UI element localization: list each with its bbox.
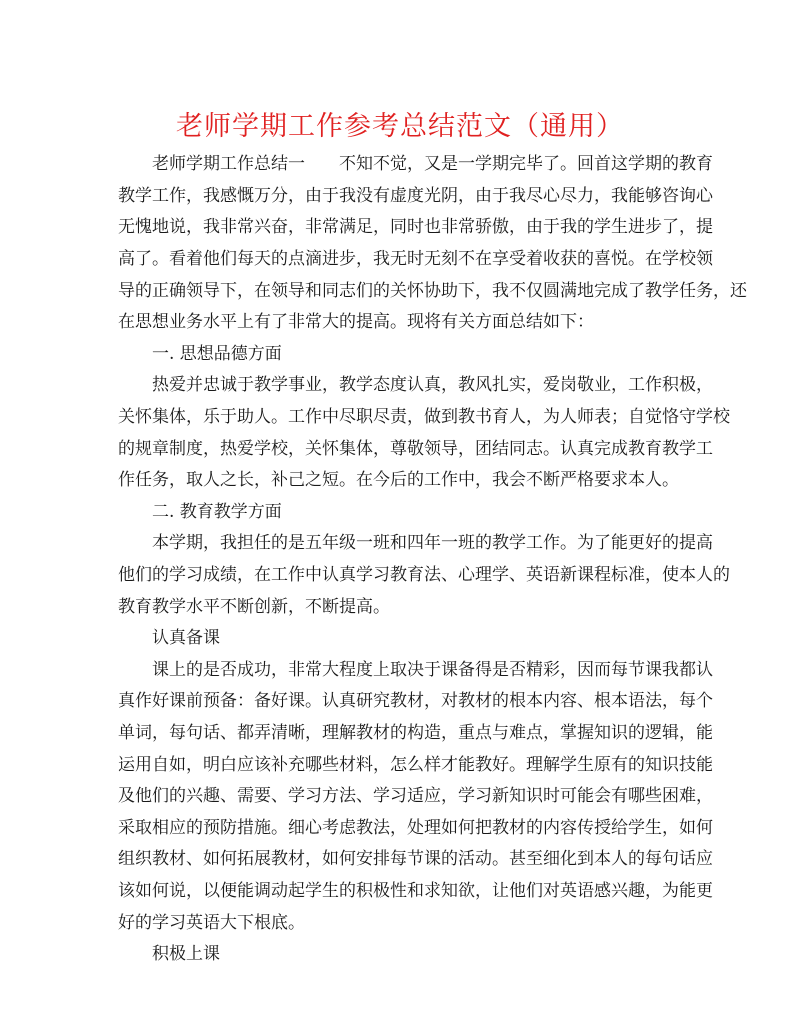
document-title: 老师学期工作参考总结范文（通用） — [176, 111, 624, 142]
paragraph-line: 导的正确领导下，在领导和同志们的关怀协助下，我不仅圆满地完成了教学任务，还 — [118, 281, 747, 301]
intro-text: 不知不觉，又是一学期完毕了。回首这学期的教育 — [339, 154, 713, 174]
paragraph-line: 教育教学水平不断创新，不断提高。 — [118, 597, 390, 617]
section-label: 老师学期工作总结一 — [152, 154, 305, 174]
paragraph-line: 在思想业务水平上有了非常大的提高。现将有关方面总结如下： — [118, 312, 594, 332]
section-heading: 一. 思想品德方面 — [152, 344, 282, 364]
paragraph-line: 他们的学习成绩，在工作中认真学习教育法、心理学、英语新课程标准，使本人的 — [118, 565, 730, 585]
paragraph-line: 课上的是否成功，非常大程度上取决于课备得是否精彩，因而每节课我都认 — [152, 660, 713, 680]
paragraph-line: 组织教材、如何拓展教材，如何安排每节课的活动。甚至细化到本人的每句话应 — [118, 849, 713, 869]
paragraph-line: 本学期，我担任的是五年级一班和四年一班的教学工作。为了能更好的提高 — [152, 533, 713, 553]
subsection-heading: 积极上课 — [152, 944, 220, 964]
paragraph-line: 高了。看着他们每天的点滴进步，我无时无刻不在享受着收获的喜悦。在学校领 — [118, 249, 713, 269]
paragraph-line: 该如何说，以便能调动起学生的积极性和求知欲，让他们对英语感兴趣，为能更 — [118, 881, 713, 901]
paragraph-line: 及他们的兴趣、需要、学习方法、学习适应，学习新知识时可能会有哪些困难， — [118, 786, 713, 806]
paragraph-line: 运用自如，明白应该补充哪些材料，怎么样才能教好。理解学生原有的知识技能 — [118, 755, 713, 775]
paragraph-line — [152, 149, 713, 174]
paragraph-line: 作任务，取人之长，补己之短。在今后的工作中，我会不断严格要求本人。 — [118, 470, 679, 490]
paragraph-line: 好的学习英语大下根底。 — [118, 913, 305, 933]
paragraph-line: 的规章制度，热爱学校，关怀集体，尊敬领导，团结同志。认真完成教育教学工 — [118, 439, 713, 459]
paragraph-line: 关怀集体，乐于助人。工作中尽职尽责，做到教书育人，为人师表；自觉恪守学校 — [118, 407, 730, 427]
paragraph-line: 教学工作，我感慨万分，由于我没有虚度光阴，由于我尽心尽力，我能够咨询心 — [118, 186, 713, 206]
section-heading: 二. 教育教学方面 — [152, 502, 282, 522]
subsection-heading: 认真备课 — [152, 628, 220, 648]
paragraph-line: 真作好课前预备：备好课。认真研究教材，对教材的根本内容、根本语法，每个 — [118, 691, 713, 711]
paragraph-line: 无愧地说，我非常兴奋，非常满足，同时也非常骄傲，由于我的学生进步了，提 — [118, 217, 713, 237]
paragraph-line: 采取相应的预防措施。细心考虑教法，处理如何把教材的内容传授给学生，如何 — [118, 818, 713, 838]
paragraph-line: 热爱并忠诚于教学事业，教学态度认真，教风扎实，爱岗敬业，工作积极， — [152, 375, 713, 395]
paragraph-line: 单词，每句话、都弄清晰，理解教材的构造，重点与难点，掌握知识的逻辑，能 — [118, 723, 713, 743]
